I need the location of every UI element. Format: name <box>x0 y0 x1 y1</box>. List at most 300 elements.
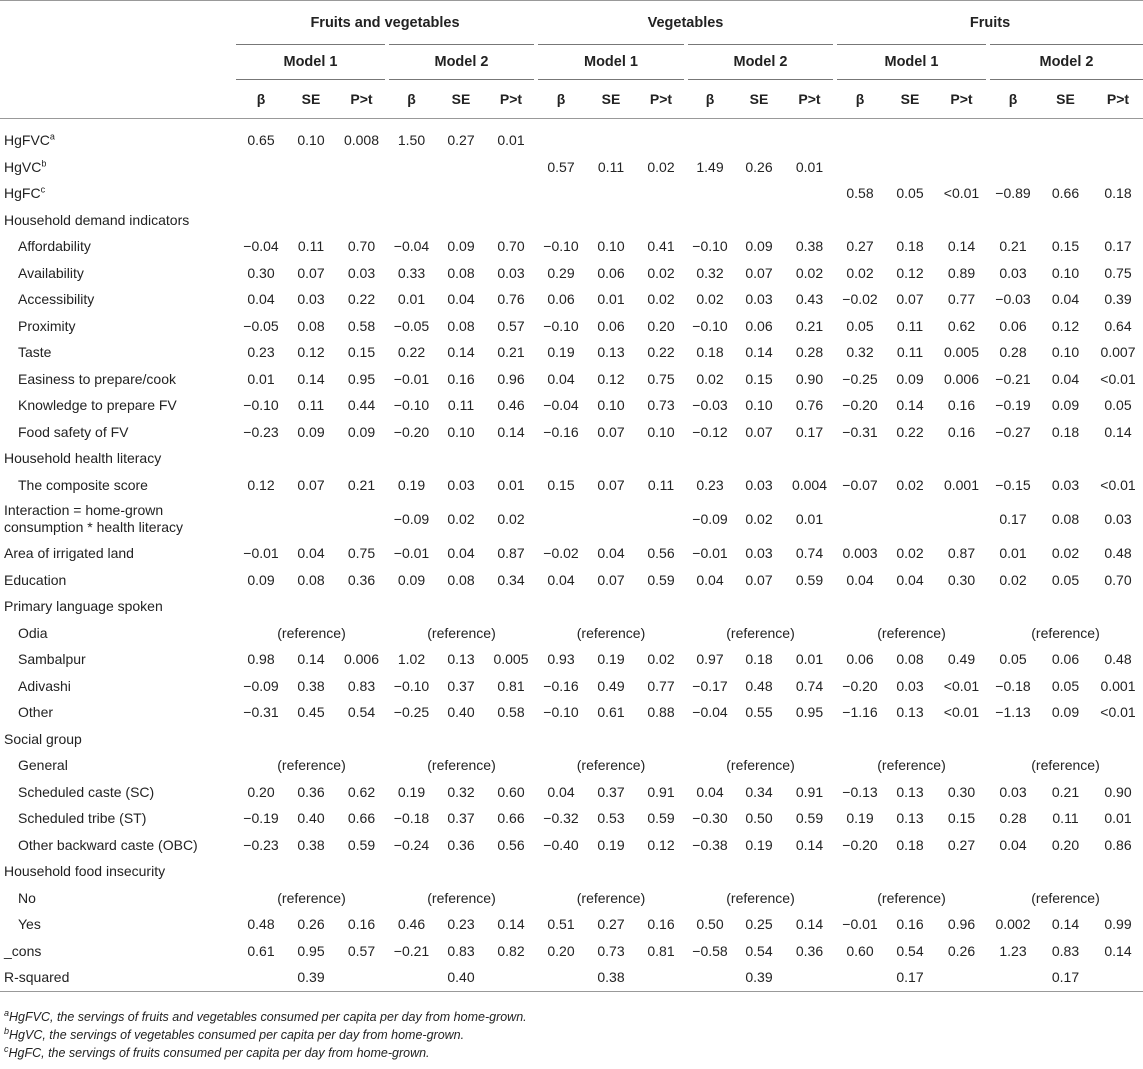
cell: 0.60 <box>497 783 525 800</box>
cell: 0.06 <box>1051 651 1080 668</box>
footnote-a: $^a$HgFVC, the servings of fruits and vegetables consumed per capita per day from home-grown. <box>4 1007 527 1024</box>
footnote-b: $^b$HgVC, the servings of vegetables consumed per capita per day from home-grown. <box>4 1025 465 1042</box>
cell: 0.59 <box>795 810 824 827</box>
cell: 0.83 <box>447 942 475 959</box>
cell: 0.23 <box>696 476 724 493</box>
cell: 0.02 <box>647 264 675 281</box>
cell: 0.09 <box>896 370 924 387</box>
cell <box>686 119 734 154</box>
cell: 0.004 <box>791 476 828 493</box>
cell: 0.03 <box>1104 511 1132 527</box>
cell <box>236 154 286 181</box>
cell: 0.51 <box>547 916 575 933</box>
cell <box>636 498 686 540</box>
cell: 0.16 <box>947 397 976 414</box>
cell: 0.58 <box>497 704 525 721</box>
reference-cell: (reference) <box>726 889 795 906</box>
stat-header: SE <box>586 80 636 119</box>
cell: 0.36 <box>447 836 475 853</box>
cell: 0.58 <box>347 317 376 334</box>
cell: 0.59 <box>647 571 675 588</box>
row-st <box>0 805 1143 832</box>
row-label: Odia <box>18 624 48 641</box>
cell <box>336 180 387 207</box>
cell: 0.14 <box>1104 942 1132 959</box>
cell: 0.14 <box>1051 916 1080 933</box>
cell: −0.18 <box>393 810 430 827</box>
row-odia <box>0 620 1143 647</box>
section-header-demand <box>0 207 1143 234</box>
cell: 0.006 <box>343 651 380 668</box>
stat-header: SE <box>1038 80 1093 119</box>
cell: 0.04 <box>1051 370 1080 387</box>
cell: 0.11 <box>297 238 325 255</box>
cell: 0.09 <box>1051 397 1080 414</box>
cell: −0.25 <box>393 704 430 721</box>
row-label: The composite score <box>18 476 148 493</box>
cell: −0.19 <box>995 397 1031 414</box>
footnotes <box>4 1008 527 1062</box>
cell: 0.01 <box>247 370 275 387</box>
reference-cell: (reference) <box>427 757 496 774</box>
group-fruits-and-vegetables: Fruits and vegetables <box>236 2 536 45</box>
cell: 0.14 <box>896 397 924 414</box>
cell: 0.81 <box>497 677 525 694</box>
cell: 0.75 <box>347 545 376 562</box>
cell: −0.03 <box>692 397 728 414</box>
row-label: Other <box>18 704 54 721</box>
row-proximity <box>0 313 1143 340</box>
cell: 0.02 <box>647 291 675 308</box>
cell: 0.09 <box>297 423 325 440</box>
cell <box>486 154 536 181</box>
row-adivashi <box>0 673 1143 700</box>
cell: 0.08 <box>297 571 325 588</box>
stat-header: P>t <box>636 80 686 119</box>
cell <box>286 154 336 181</box>
cell <box>286 180 336 207</box>
stat-header: P>t <box>784 80 835 119</box>
row-label: Easiness to prepare/cook <box>18 370 176 387</box>
cell: 0.17 <box>999 511 1027 527</box>
cell: 0.003 <box>842 545 878 562</box>
cell: −0.27 <box>995 423 1031 440</box>
stat-header: SE <box>885 80 935 119</box>
row-hgvc <box>0 154 1143 181</box>
cell: −0.40 <box>543 836 579 853</box>
cell: 0.06 <box>547 291 575 308</box>
cell: 0.07 <box>896 291 924 308</box>
cell: 0.14 <box>297 370 325 387</box>
cell: 0.01 <box>1104 810 1132 827</box>
row-irrigated <box>0 540 1143 567</box>
row-taste <box>0 339 1143 366</box>
cell: −0.21 <box>393 942 430 959</box>
cell: 0.66 <box>497 810 525 827</box>
cell: 0.07 <box>297 476 325 493</box>
cell: 0.86 <box>1104 836 1132 853</box>
cell: 0.05 <box>846 317 874 334</box>
cell: 0.07 <box>597 571 625 588</box>
row-sc <box>0 779 1143 806</box>
cell: 0.61 <box>597 704 625 721</box>
cell: 0.16 <box>947 423 976 440</box>
cell: −0.04 <box>243 238 279 255</box>
cell: 0.59 <box>795 571 824 588</box>
cell: −0.03 <box>995 291 1031 308</box>
cell: −0.23 <box>243 836 279 853</box>
cell <box>1038 119 1093 154</box>
cell: 0.13 <box>896 704 924 721</box>
cell: 0.14 <box>745 344 773 361</box>
cell: 0.76 <box>497 291 525 308</box>
section-header-social <box>0 726 1143 753</box>
row-label: Scheduled tribe (ST) <box>18 810 147 827</box>
cell <box>236 180 286 207</box>
cell: 0.04 <box>447 291 475 308</box>
cell: −0.38 <box>692 836 728 853</box>
row-label: Food safety of FV <box>18 423 129 440</box>
cell: 0.12 <box>1051 317 1080 334</box>
cell: 0.76 <box>795 397 824 414</box>
cell: 0.03 <box>497 264 525 281</box>
cell: 0.11 <box>297 397 325 414</box>
cell <box>835 154 885 181</box>
model-header: Model 1 <box>236 45 387 80</box>
cell: 0.13 <box>896 783 924 800</box>
cell <box>1093 154 1143 181</box>
cell: 0.59 <box>647 810 675 827</box>
stat-header: P>t <box>486 80 536 119</box>
cell: 0.27 <box>846 238 874 255</box>
row-label: Knowledge to prepare FV <box>18 397 177 414</box>
cell: 0.37 <box>447 810 475 827</box>
cell: 0.88 <box>647 704 675 721</box>
cell: 0.15 <box>547 476 575 493</box>
cell: 0.16 <box>647 916 675 933</box>
cell: −0.05 <box>243 317 279 334</box>
section-label: Household demand indicators <box>4 211 190 228</box>
reference-cell: (reference) <box>877 624 946 641</box>
cell: −0.13 <box>842 783 878 800</box>
cell: 0.74 <box>795 545 824 562</box>
cell: 0.38 <box>795 238 824 255</box>
row-label: Scheduled caste (SC) <box>18 783 155 800</box>
cell: <0.01 <box>943 185 980 202</box>
row-label: Yes <box>18 916 41 933</box>
cell: 0.06 <box>745 317 773 334</box>
cell: 0.03 <box>999 783 1027 800</box>
cell: 0.27 <box>597 916 625 933</box>
cell: 0.02 <box>696 291 724 308</box>
cell: 0.05 <box>1104 397 1132 414</box>
cell: 0.14 <box>447 344 475 361</box>
model-header: Model 2 <box>988 45 1143 80</box>
cell: 0.19 <box>547 344 575 361</box>
reference-cell: (reference) <box>277 889 346 906</box>
cell: 0.03 <box>745 545 773 562</box>
cell: 0.06 <box>846 651 874 668</box>
row-label: Sambalpur <box>18 651 86 668</box>
cell: 0.01 <box>497 476 525 493</box>
cell: 0.16 <box>447 370 475 387</box>
cell: 0.12 <box>896 264 924 281</box>
cell: −0.24 <box>393 836 430 853</box>
cell: −0.05 <box>393 317 430 334</box>
cell: 0.48 <box>1104 651 1132 668</box>
cell: 0.49 <box>597 677 625 694</box>
model-header: Model 2 <box>387 45 536 80</box>
cell: 0.26 <box>745 158 773 175</box>
cell: 0.03 <box>347 264 376 281</box>
cell <box>835 119 885 154</box>
cell: −0.16 <box>543 677 579 694</box>
cell: 0.12 <box>297 344 325 361</box>
cell <box>387 180 436 207</box>
row-label: R-squared <box>0 964 236 991</box>
cell <box>1093 119 1143 154</box>
cell: 0.03 <box>745 291 773 308</box>
cell <box>784 180 835 207</box>
row-label: Proximity <box>18 317 76 334</box>
cell: −0.01 <box>692 545 728 562</box>
stat-header: P>t <box>1093 80 1143 119</box>
cell: 0.98 <box>247 651 275 668</box>
cell: −0.04 <box>692 704 728 721</box>
cell: 0.06 <box>999 317 1027 334</box>
cell: 0.30 <box>947 783 976 800</box>
cell: 0.17 <box>1038 964 1093 991</box>
row-label: Adivashi <box>18 677 71 694</box>
cell: 0.05 <box>1051 571 1080 588</box>
cell: 0.10 <box>1051 344 1080 361</box>
cell: 0.93 <box>547 651 575 668</box>
cell: 0.58 <box>846 185 874 202</box>
cell: 0.10 <box>297 132 325 149</box>
cell: 0.19 <box>597 836 625 853</box>
cell: 0.02 <box>846 264 874 281</box>
cell: 0.09 <box>397 571 426 588</box>
cell: 0.05 <box>896 185 924 202</box>
cell: 0.89 <box>947 264 976 281</box>
stat-header: β <box>536 80 586 119</box>
cell: 0.14 <box>947 238 976 255</box>
cell: −0.10 <box>243 397 279 414</box>
cell: 0.39 <box>734 964 784 991</box>
cell: 0.04 <box>547 783 575 800</box>
row-hgfvc <box>0 119 1143 154</box>
cell: −0.31 <box>842 423 878 440</box>
cell: 0.007 <box>1100 344 1136 361</box>
cell: 0.09 <box>247 571 275 588</box>
cell: 0.02 <box>647 651 675 668</box>
cell: 0.90 <box>795 370 824 387</box>
cell: 0.14 <box>497 423 525 440</box>
cell: 0.13 <box>447 651 475 668</box>
cell: 0.04 <box>896 571 924 588</box>
cell: 0.77 <box>947 291 976 308</box>
cell: 0.04 <box>247 291 275 308</box>
cell: 0.06 <box>597 317 625 334</box>
stat-header: SE <box>734 80 784 119</box>
cell: −0.16 <box>543 423 579 440</box>
cell: 0.83 <box>1051 942 1080 959</box>
cell: 0.04 <box>597 545 625 562</box>
cell <box>935 154 988 181</box>
cell: 0.57 <box>347 942 376 959</box>
reference-cell: (reference) <box>1031 889 1100 906</box>
cell <box>336 498 387 540</box>
reference-cell: (reference) <box>277 624 346 641</box>
cell: −0.15 <box>995 476 1031 493</box>
cell: −0.04 <box>393 238 430 255</box>
cell <box>734 119 784 154</box>
cell: 0.34 <box>745 783 773 800</box>
cell: 0.15 <box>745 370 773 387</box>
cell: <0.01 <box>1100 370 1136 387</box>
cell: 0.18 <box>896 238 924 255</box>
cell: 0.002 <box>995 916 1031 933</box>
row-label: Affordability <box>18 238 91 255</box>
cell: 0.75 <box>1104 264 1132 281</box>
cell: 0.70 <box>347 238 376 255</box>
row-yes <box>0 911 1143 938</box>
reference-cell: (reference) <box>1031 757 1100 774</box>
cell <box>885 154 935 181</box>
cell: 0.95 <box>297 942 325 959</box>
cell: 0.17 <box>795 423 824 440</box>
cell <box>586 498 636 540</box>
cell: 0.07 <box>297 264 325 281</box>
cell: 0.96 <box>497 370 525 387</box>
cell: 0.37 <box>447 677 475 694</box>
cell: 1.50 <box>397 132 426 149</box>
cell: 0.03 <box>447 476 475 493</box>
cell: 0.19 <box>397 783 426 800</box>
cell: 0.21 <box>795 317 824 334</box>
reference-cell: (reference) <box>576 757 646 774</box>
cell: 0.38 <box>297 677 325 694</box>
cell: 0.07 <box>597 423 625 440</box>
stat-header: SE <box>436 80 486 119</box>
cell <box>536 498 586 540</box>
cell: 0.66 <box>1051 185 1080 202</box>
cell: 0.30 <box>947 571 976 588</box>
cell: 0.001 <box>1100 677 1136 694</box>
row-label: HgFC$^c$ <box>4 184 46 202</box>
row-label: General <box>18 757 68 774</box>
cell: 0.29 <box>547 264 575 281</box>
row-affordability <box>0 233 1143 260</box>
cell: 1.23 <box>999 942 1027 959</box>
cell: 0.48 <box>247 916 275 933</box>
cell <box>636 180 686 207</box>
cell: 0.65 <box>247 132 275 149</box>
cell: −0.89 <box>995 185 1031 202</box>
row-label: Other backward caste (OBC) <box>18 836 198 853</box>
cell: 0.75 <box>647 370 675 387</box>
cell: 0.006 <box>943 370 980 387</box>
cell: −0.25 <box>842 370 878 387</box>
cell: −0.20 <box>393 423 430 440</box>
table-body <box>0 119 1143 992</box>
cell: 0.03 <box>999 264 1027 281</box>
cell: 0.73 <box>647 397 675 414</box>
cell: 0.57 <box>547 158 575 175</box>
group-vegetables: Vegetables <box>536 2 835 45</box>
cell <box>1038 154 1093 181</box>
reference-cell: (reference) <box>427 624 496 641</box>
cell: 0.15 <box>947 810 976 827</box>
cell: −0.12 <box>692 423 728 440</box>
cell: 0.11 <box>647 476 675 493</box>
cell: 0.40 <box>447 704 475 721</box>
cell: 0.41 <box>647 238 675 255</box>
cell: 0.12 <box>247 476 275 493</box>
cell: 0.26 <box>297 916 325 933</box>
cell: 0.83 <box>347 677 376 694</box>
cell: 0.02 <box>497 511 525 527</box>
cell: −0.01 <box>842 916 878 933</box>
cell: 0.40 <box>436 964 486 991</box>
stat-header-row <box>0 80 1143 119</box>
cell: −0.10 <box>393 677 430 694</box>
cell <box>236 498 286 540</box>
cell: 0.10 <box>597 397 625 414</box>
section-label: Primary language spoken <box>4 598 163 615</box>
cell: 0.55 <box>745 704 773 721</box>
cell: 0.18 <box>696 344 724 361</box>
cell: 0.50 <box>696 916 724 933</box>
cell: 0.44 <box>347 397 376 414</box>
cell: 0.20 <box>547 942 575 959</box>
cell: 0.11 <box>447 397 475 414</box>
reference-cell: (reference) <box>277 757 346 774</box>
cell: 0.07 <box>597 476 625 493</box>
cell: −0.01 <box>243 545 279 562</box>
cell: 0.02 <box>896 545 924 562</box>
row-label: Area of irrigated land <box>4 545 134 562</box>
cell: 0.23 <box>447 916 475 933</box>
cell: 0.60 <box>846 942 874 959</box>
cell: 0.07 <box>745 264 773 281</box>
cell: 0.09 <box>347 423 376 440</box>
stat-header: P>t <box>935 80 988 119</box>
cell: 0.08 <box>447 317 475 334</box>
cell <box>935 119 988 154</box>
row-education <box>0 567 1143 594</box>
cell: 0.02 <box>1051 545 1080 562</box>
cell: 0.005 <box>943 344 980 361</box>
cell: −0.10 <box>543 704 579 721</box>
cell: 0.49 <box>947 651 976 668</box>
cell: 0.02 <box>696 370 724 387</box>
cell: 0.08 <box>447 571 475 588</box>
stat-header: β <box>236 80 286 119</box>
cell: 0.70 <box>1104 571 1132 588</box>
group-header-row <box>0 2 1143 45</box>
cell: −0.10 <box>543 317 579 334</box>
cell: 0.19 <box>597 651 625 668</box>
cell: −0.10 <box>393 397 430 414</box>
row-r-squared <box>0 964 1143 991</box>
cell: 0.01 <box>597 291 625 308</box>
cell: −1.16 <box>842 704 878 721</box>
model-header-row <box>0 45 1143 80</box>
cell: −0.20 <box>842 677 878 694</box>
cell: −0.31 <box>243 704 279 721</box>
cell: 0.99 <box>1104 916 1132 933</box>
